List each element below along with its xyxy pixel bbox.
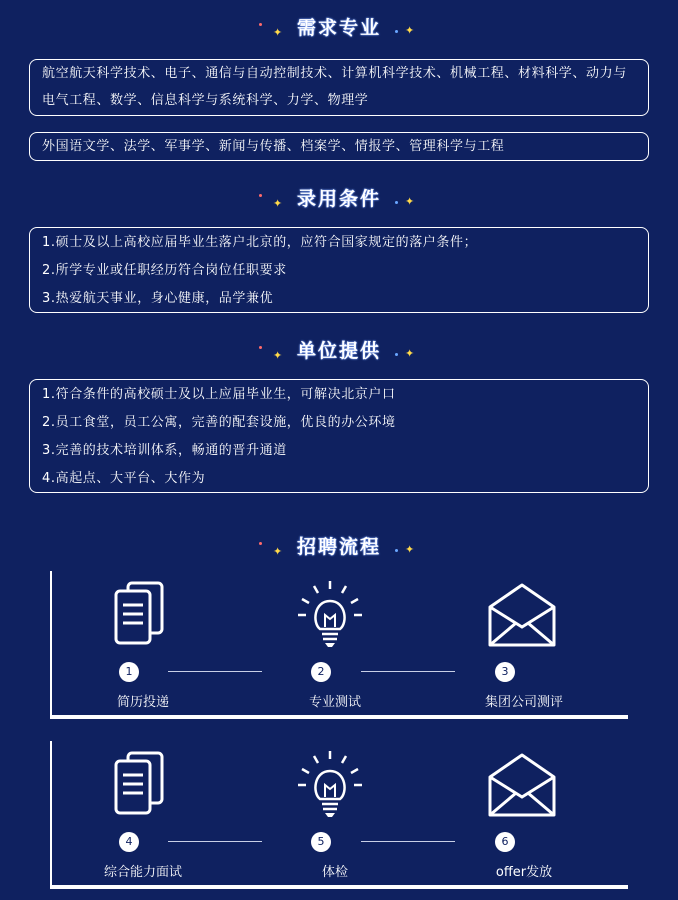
section-title: 录用条件 bbox=[296, 187, 381, 210]
step-number: 1 bbox=[119, 662, 139, 682]
benefit-item: 3.完善的技术培训体系，畅通的晋升通道 bbox=[42, 443, 287, 458]
benefits-box bbox=[29, 379, 649, 493]
step-label: 体检 bbox=[321, 865, 348, 880]
sparkle-decoration-right: ✦ bbox=[393, 530, 421, 560]
envelope-icon bbox=[486, 749, 558, 821]
process-step bbox=[245, 741, 415, 889]
lightbulb-icon bbox=[294, 579, 366, 651]
section-heading-benefits bbox=[0, 334, 678, 364]
majors-text: 外国语文学、法学、军事学、新闻与传播、档案学、情报学、管理科学与工程 bbox=[42, 139, 505, 154]
lightbulb-icon bbox=[294, 749, 366, 821]
benefit-item: 4.高起点、大平台、大作为 bbox=[42, 471, 206, 486]
section-title: 招聘流程 bbox=[296, 535, 381, 558]
process-step bbox=[437, 571, 607, 719]
step-label: 集团公司测评 bbox=[484, 695, 563, 710]
process-step bbox=[53, 571, 223, 719]
section-heading-process bbox=[0, 530, 678, 560]
step-number: 3 bbox=[495, 662, 515, 682]
condition-item: 3.热爱航天事业，身心健康，品学兼优 bbox=[42, 291, 274, 306]
condition-item: 2.所学专业或任职经历符合岗位任职要求 bbox=[42, 263, 287, 278]
step-label: 综合能力面试 bbox=[103, 865, 182, 880]
benefit-item: 1.符合条件的高校硕士及以上应届毕业生，可解决北京户口 bbox=[42, 387, 396, 402]
step-number: 5 bbox=[311, 832, 331, 852]
section-title: 需求专业 bbox=[296, 16, 381, 39]
sparkle-decoration-left: ✦ bbox=[257, 530, 285, 560]
step-label: offer发放 bbox=[495, 865, 553, 880]
process-step bbox=[245, 571, 415, 719]
section-title: 单位提供 bbox=[296, 339, 381, 362]
conditions-box bbox=[29, 227, 649, 313]
sparkle-decoration-right: ✦ bbox=[393, 182, 421, 212]
process-row-2 bbox=[50, 741, 628, 889]
condition-item: 1.硕士及以上高校应届毕业生落户北京的，应符合国家规定的落户条件； bbox=[42, 235, 478, 250]
majors-text: 航空航天科学技术、电子、通信与自动控制技术、计算机科学技术、机械工程、材料科学、动力与电气工程、数学、信息科学与系统科学、力学、物理学 bbox=[42, 66, 627, 108]
row-left-border bbox=[50, 571, 52, 719]
majors-box-engineering bbox=[29, 59, 649, 116]
sparkle-decoration-left: ✦ bbox=[257, 182, 285, 212]
section-heading-conditions bbox=[0, 182, 678, 212]
step-label: 专业测试 bbox=[308, 695, 361, 710]
process-step bbox=[53, 741, 223, 889]
process-row-1 bbox=[50, 571, 628, 719]
section-heading-majors bbox=[0, 11, 678, 41]
step-number: 6 bbox=[495, 832, 515, 852]
step-number: 2 bbox=[311, 662, 331, 682]
sparkle-decoration-right: ✦ bbox=[393, 11, 421, 41]
benefit-item: 2.员工食堂，员工公寓，完善的配套设施，优良的办公环境 bbox=[42, 415, 396, 430]
majors-box-humanities bbox=[29, 132, 649, 161]
documents-icon bbox=[102, 579, 174, 651]
row-left-border bbox=[50, 741, 52, 889]
sparkle-decoration-right: ✦ bbox=[393, 334, 421, 364]
sparkle-decoration-left: ✦ bbox=[257, 334, 285, 364]
documents-icon bbox=[102, 749, 174, 821]
sparkle-decoration-left: ✦ bbox=[257, 11, 285, 41]
process-step bbox=[437, 741, 607, 889]
step-label: 简历投递 bbox=[116, 695, 169, 710]
envelope-icon bbox=[486, 579, 558, 651]
step-number: 4 bbox=[119, 832, 139, 852]
